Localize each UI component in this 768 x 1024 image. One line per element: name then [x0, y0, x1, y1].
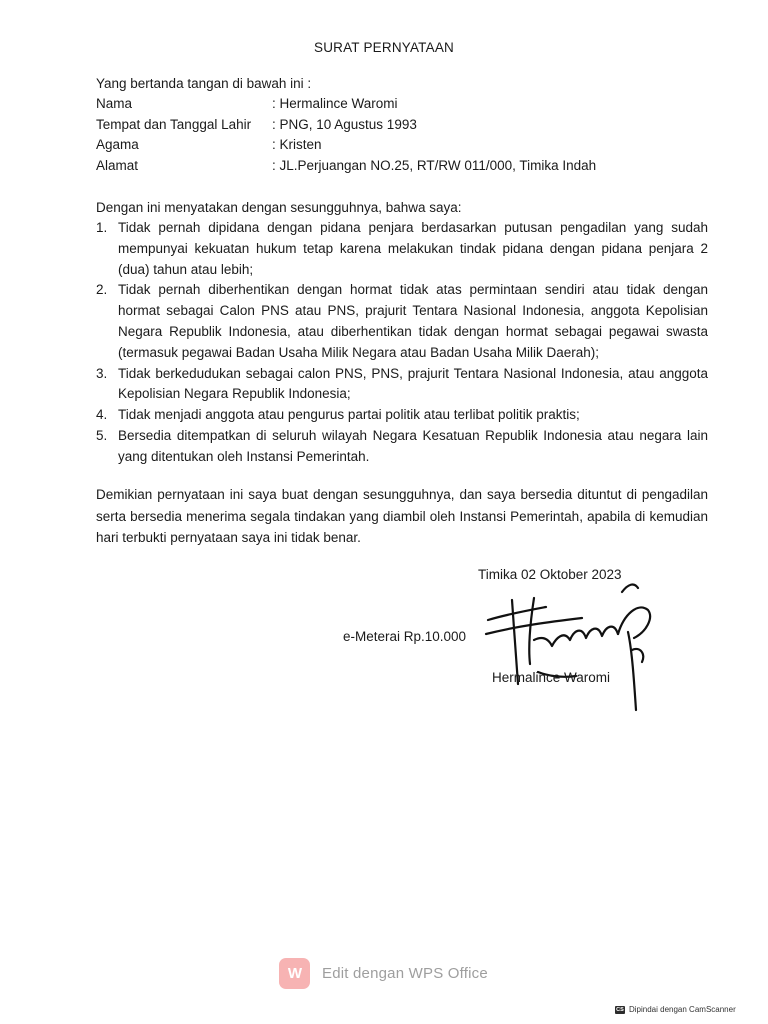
- list-item-text: Tidak berkedudukan sebagai calon PNS, PNS, prajurit Tentara Nasional Indonesia, atau anggota Kepolisian Negara Republik Indonesia;: [118, 365, 708, 402]
- signer-name: Hermalince Waromi: [492, 670, 611, 685]
- declaration-intro: Dengan ini menyatakan dengan sesungguhnya, bahwa saya:: [96, 200, 462, 215]
- camscanner-logo-icon: CS: [616, 1006, 624, 1013]
- list-item-number: 1.: [96, 220, 108, 235]
- field-label: Nama: [96, 96, 133, 111]
- list-item-text: Tidak pernah dipidana dengan pidana penjara berdasarkan putusan pengadilan yang sudah mempunyai kekuatan hukum tetap karena melakukan tindak pidana dengan pidana penjara 2 (dua) tahun atau lebih;: [118, 220, 708, 277]
- wps-edit-label: Edit dengan WPS Office: [322, 964, 488, 982]
- e-meterai-label: e-Meterai Rp.10.000: [343, 629, 467, 644]
- field-value: : JL.Perjuangan NO.25, RT/RW 011/000, Timika Indah: [272, 157, 597, 173]
- list-item-number: 4.: [96, 407, 108, 423]
- camscanner-label: Dipindai dengan CamScanner: [629, 1005, 736, 1014]
- place-date: Timika 02 Oktober 2023: [478, 567, 622, 582]
- intro-text: Yang bertanda tangan di bawah ini :: [96, 76, 312, 91]
- list-item: [96, 218, 708, 280]
- field-value: : PNG, 10 Agustus 1993: [272, 116, 417, 132]
- list-item-text: Tidak pernah diberhentikan dengan hormat tidak atas permintaan sendiri atau tidak dengan hormat sebagai Calon PNS atau PNS, prajurit Tentara Nasional Indonesia, anggota Kepolisian Negara Republik Indonesia, atau diberhentikan tidak dengan hormat sebagai pegawai swasta (termasuk pegawai Badan Usaha Milik Negara atau Badan Usaha Milik Daerah);: [118, 282, 708, 360]
- field-label: Tempat dan Tanggal Lahir: [96, 116, 252, 132]
- closing-paragraph: Demikian pernyataan ini saya buat dengan sesungguhnya, dan saya bersedia dituntut di pengadilan serta bersedia menerima segala tindakan yang diambil oleh Instansi Pemerintah, apabila di kemudian hari terbukti pernyataan saya ini tidak benar.: [96, 487, 708, 545]
- wps-office-logo-icon: [279, 958, 310, 989]
- wps-edit-banner[interactable]: [279, 957, 488, 989]
- list-item: [96, 426, 708, 468]
- list-item: [96, 405, 708, 426]
- list-item: [96, 364, 708, 406]
- field-label: Agama: [96, 137, 139, 152]
- list-item-number: 3.: [96, 365, 108, 381]
- document-title: SURAT PERNYATAAN: [314, 40, 454, 55]
- camscanner-watermark: [615, 1005, 736, 1014]
- list-item-number: 2.: [96, 282, 108, 298]
- handwritten-signature: [478, 580, 668, 720]
- list-item: [96, 280, 708, 363]
- field-value: : Hermalince Waromi: [272, 96, 398, 111]
- wps-w-icon: [284, 965, 306, 981]
- field-label: Alamat: [96, 157, 139, 173]
- field-value: : Kristen: [272, 137, 322, 152]
- list-item-text: Bersedia ditempatkan di seluruh wilayah Negara Kesatuan Republik Indonesia atau negara lain yang ditentukan oleh Instansi Pemerintah.: [118, 427, 708, 464]
- list-item-number: 5.: [96, 427, 108, 443]
- declaration-list: [96, 218, 708, 468]
- svg-text:W: W: [287, 965, 302, 981]
- list-item-text: Tidak menjadi anggota atau pengurus partai politik atau terlibat politik praktis;: [118, 407, 580, 423]
